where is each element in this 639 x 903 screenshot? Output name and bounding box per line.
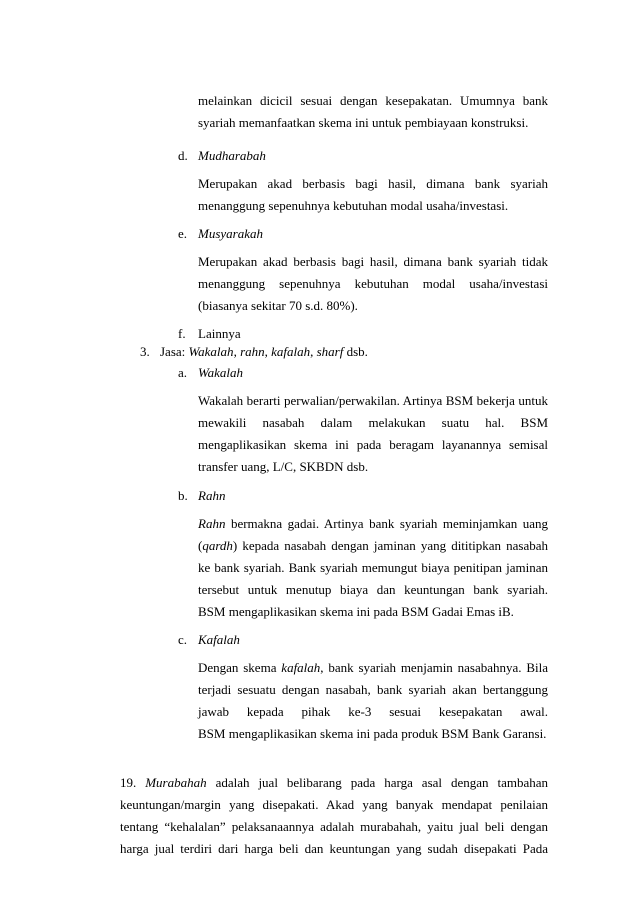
item-b-line-2: (qardh) kepada nasabah dengan jaminan yang dititipkan nasabah — [198, 538, 548, 553]
intro-line-2: syariah memanfaatkan skema ini untuk pembiayaan konstruksi. — [198, 115, 529, 130]
para-19-line-3: tentang “kehalalan” pelaksanaannya adalah murabahah, yaitu jual beli dengan — [120, 819, 548, 834]
item-e-line-2: menanggung sepenuhnya kebutuhan modal usaha/investasi — [198, 276, 548, 291]
item-a-marker: a. — [178, 365, 188, 380]
item-b-title: Rahn — [198, 488, 226, 503]
item-e-line-3: (biasanya sekitar 70 s.d. 80%). — [198, 298, 358, 313]
item-c-title: Kafalah — [198, 632, 240, 647]
item-d-title: Mudharabah — [198, 148, 266, 163]
item-f-marker: f. — [178, 326, 186, 341]
item-d-line-1: Merupakan akad berbasis bagi hasil, dimana bank syariah — [198, 176, 548, 191]
para-19-line-1: 19. Murabahah adalah jual belibarang pada harga asal dengan tambahan — [120, 775, 548, 790]
item-f-title: Lainnya — [198, 326, 241, 341]
item-e-title: Musyarakah — [198, 226, 263, 241]
item-a-line-1: Wakalah berarti perwalian/perwakilan. Artinya BSM bekerja untuk — [198, 393, 548, 408]
item-b-line-3: ke bank syariah. Bank syariah memungut biaya penitipan jaminan — [198, 560, 548, 575]
item-e-marker: e. — [178, 226, 188, 241]
item-e-line-1: Merupakan akad berbasis bagi hasil, dimana bank syariah tidak — [198, 254, 548, 269]
item-b-line-4: tersebut untuk menutup biaya dan keuntungan bank syariah. — [198, 582, 548, 597]
item-a-line-2: mewakili nasabah dalam melakukan suatu hal. BSM — [198, 415, 548, 430]
item-c-line-2: terjadi sesuatu dengan nasabah, bank syariah akan bertanggung — [198, 682, 548, 697]
item-c-line-1: Dengan skema kafalah, bank syariah menjamin nasabahnya. Bila — [198, 660, 549, 675]
item-d-line-2: menanggung sepenuhnya kebutuhan modal usaha/investasi. — [198, 198, 509, 213]
item-c-marker: c. — [178, 632, 188, 647]
item-b-line-1: Rahn bermakna gadai. Artinya bank syariah meminjamkan uang — [198, 516, 548, 531]
item-b-line-5: BSM mengaplikasikan skema ini pada BSM Gadai Emas iB. — [198, 604, 514, 619]
item-a-title: Wakalah — [198, 365, 244, 380]
jasa-marker: 3. — [140, 344, 150, 359]
item-a-line-3: mengaplikasikan skema ini pada beragam layanannya semisal — [198, 437, 548, 452]
item-a-line-4: transfer uang, L/C, SKBDN dsb. — [198, 459, 369, 474]
para-19-line-4: harga jual terdiri dari harga beli dan keuntungan yang sudah disepakati Pada — [120, 841, 548, 856]
item-d-marker: d. — [178, 148, 188, 163]
para-19-line-2: keuntungan/margin yang disepakati. Akad yang banyak mendapat penilaian — [120, 797, 548, 812]
item-c-line-4: BSM mengaplikasikan skema ini pada produk BSM Bank Garansi. — [198, 726, 547, 741]
jasa-heading: Jasa: Wakalah, rahn, kafalah, sharf dsb. — [160, 344, 368, 359]
item-b-marker: b. — [178, 488, 188, 503]
item-c-line-3: jawab kepada pihak ke-3 sesuai kesepakatan awal. — [198, 704, 548, 719]
intro-line-1: melainkan dicicil sesuai dengan kesepakatan. Umumnya bank — [198, 93, 548, 108]
